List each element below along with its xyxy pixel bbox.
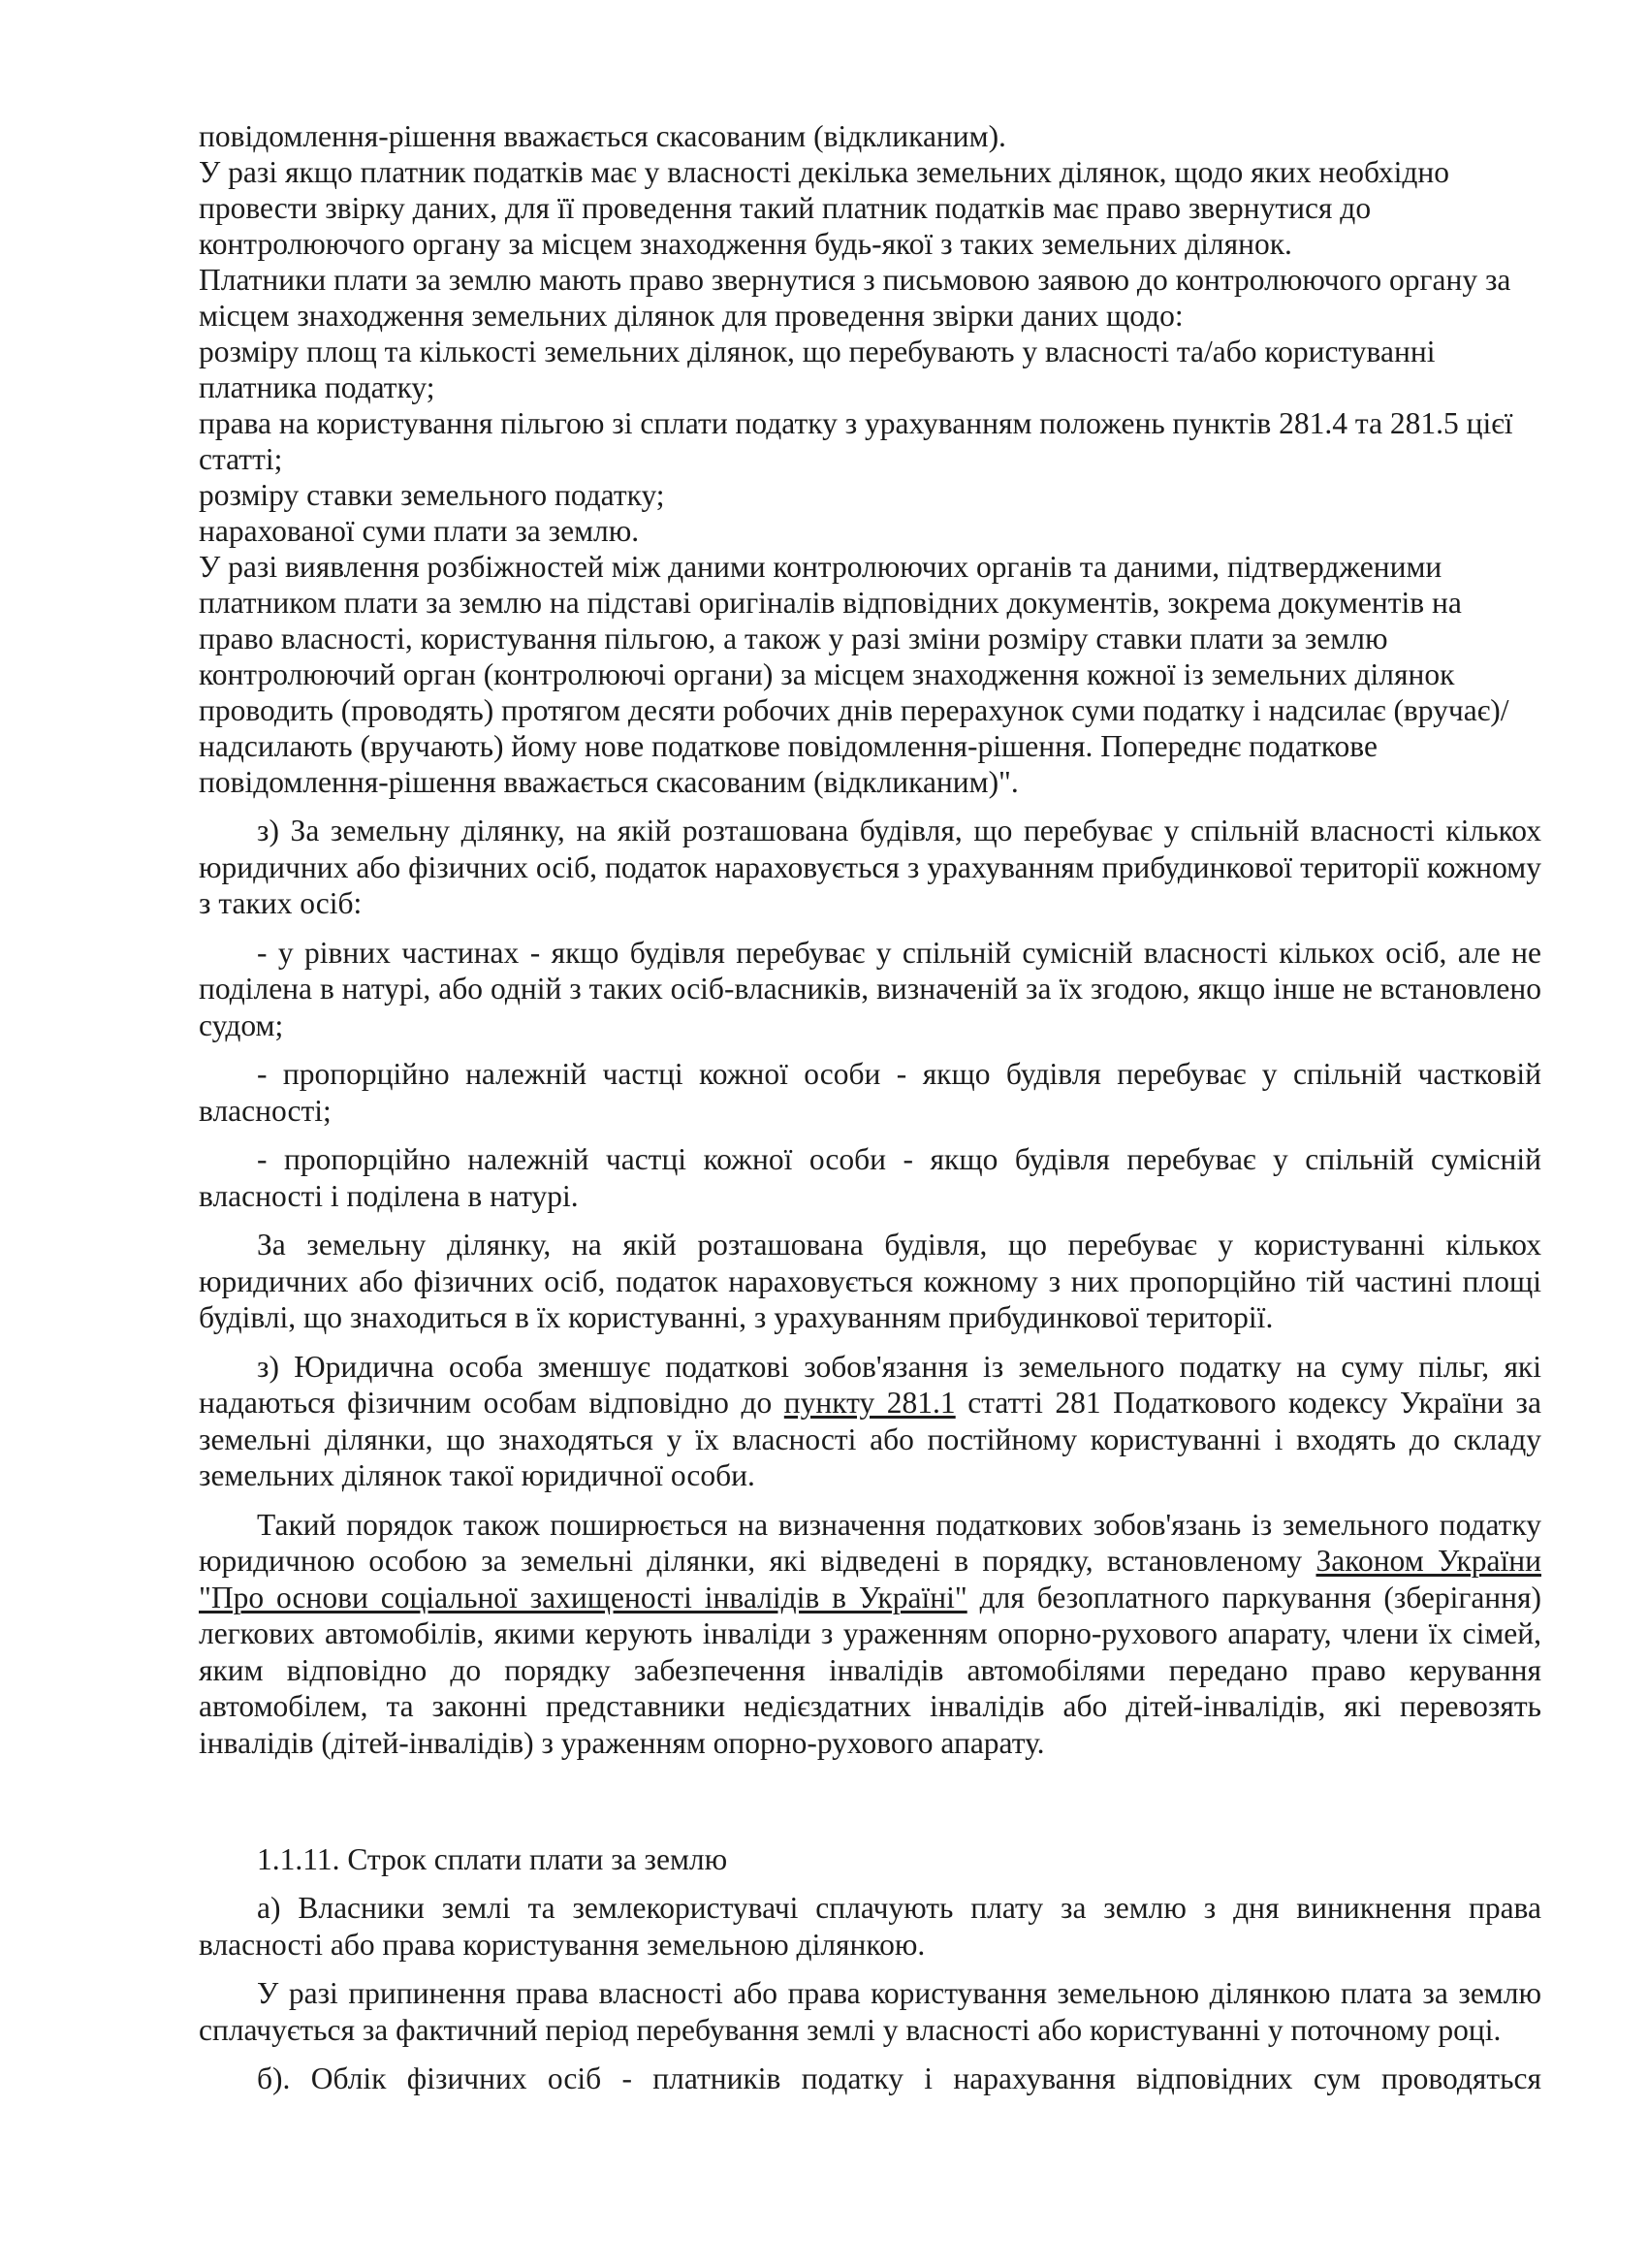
text-run: з) Юридична особа зменшує податкові зобов'язання із земельного податку на суму пільг, які надаються фізичним особам відповідно до <box>199 1349 1541 1420</box>
paragraph-accounting: б). Облік фізичних осіб - платників податку і нарахування відповідних сум проводяться <box>257 2061 1541 2095</box>
paragraph-proportional-partial: - пропорційно належній частці кожної особи - якщо будівля перебуває у спільній частковій власності; <box>199 1057 1541 1128</box>
top-line: розміру площ та кількості земельних ділянок, що перебувають у власності та/або користуванні платника податку; <box>199 335 1436 404</box>
text-run: статті 281 Податкового кодексу України за земельні ділянки, що знаходяться у їх власності або постійному користуванні і входять до складу земельних ділянок такої юридичної особи. <box>199 1386 1541 1492</box>
top-block <box>199 118 1541 800</box>
top-line: права на користування пільгою зі сплати податку з урахуванням положень пунктів 281.4 та 281.5 цієї статті; <box>199 406 1513 476</box>
paragraph-parking <box>199 1507 1541 1762</box>
top-line: У разі виявлення розбіжностей між даними контролюючих органів та даними, підтвердженими платником плати за землю на підставі оригіналів відповідних документів, зокрема документів на право власності, користування пільгою, а також у разі зміни розміру ставки плати за землю контролюючий орган (контролюючі органи) за місцем знаходження кожної із земельних ділянок проводить (проводять) протягом десяти робочих днів перерахунок суми податку і надсилає (вручає)/надсилають (вручають) йому нове податкове повідомлення-рішення. Попереднє податкове повідомлення-рішення вважається скасованим (відкликаним)". <box>199 550 1509 799</box>
top-line: нарахованої суми плати за землю. <box>199 514 640 548</box>
paragraph-proportional-joint: - пропорційно належній частці кожної особи - якщо будівля перебуває у спільній сумісній власності і поділена в натурі. <box>199 1142 1541 1213</box>
document-body <box>199 118 1541 2110</box>
paragraph-legal-entity-reduction <box>199 1349 1541 1494</box>
paragraph-termination: У разі припинення права власності або права користування земельною ділянкою плата за землю сплачується за фактичний період перебування землі у власності або користуванні у поточному році. <box>199 1976 1541 2047</box>
text-run: для безоплатного паркування (зберігання) легкових автомобілів, якими керують інваліди з ураженням опорно-рухового апарату, члени їх сімей, яким відповідно до порядку забезпечення інвалідів автомобілями передано право керування автомобілем, та законні представники недієздатних інвалідів або дітей-інвалідів, які перевозять інвалідів (дітей-інвалідів) з ураженням опорно-рухового апарату. <box>199 1580 1541 1760</box>
link-disability-law[interactable]: Законом України "Про основи соціальної захищеності інвалідів в Україні" <box>199 1544 1541 1614</box>
section-spacer <box>199 1773 1541 1841</box>
link-point-281-1[interactable]: пункту 281.1 <box>783 1386 956 1420</box>
top-line: розміру ставки земельного податку; <box>199 478 665 512</box>
paragraph-shared-ownership: з) За земельну ділянку, на якій розташована будівля, що перебуває у спільній власності кількох юридичних або фізичних осіб, податок нараховується з урахуванням прибудинкової території кожному з таких осіб: <box>199 814 1541 920</box>
top-line: Платники плати за землю мають право звернутися з письмовою заявою до контролюючого органу за місцем знаходження земельних ділянок для проведення звірки даних щодо: <box>199 263 1511 333</box>
paragraph-equal-parts: - у рівних частинах - якщо будівля перебуває у спільній сумісній власності кількох осіб, але не поділена в натурі, або одній з таких осіб-власників, визначеній за їх згодою, якщо інше не встановлено судом; <box>199 935 1541 1042</box>
top-line: повідомлення-рішення вважається скасованим (відкликаним). <box>199 119 1006 153</box>
section-heading: 1.1.11. Строк сплати плати за землю <box>257 1842 728 1876</box>
paragraph-shared-use: За земельну ділянку, на якій розташована будівля, що перебуває у користуванні кількох юридичних або фізичних осіб, податок нараховується кожному з них пропорційно тій частині площі будівлі, що знаходиться в їх користуванні, з урахуванням прибудинкової території. <box>199 1228 1541 1334</box>
top-line: У разі якщо платник податків має у власності декілька земельних ділянок, щодо яких необхідно провести звірку даних, для її проведення такий платник податків має право звернутися до контролюючого органу за місцем знаходження будь-якої з таких земельних ділянок. <box>199 155 1449 261</box>
text-run: Такий порядок також поширюється на визначення податкових зобов'язань із земельного податку юридичною особою за земельні ділянки, які відведені в порядку, встановленому <box>199 1507 1541 1578</box>
paragraph-payment-start: а) Власники землі та землекористувачі сплачують плату за землю з дня виникнення права власності або права користування земельною ділянкою. <box>199 1891 1541 1962</box>
